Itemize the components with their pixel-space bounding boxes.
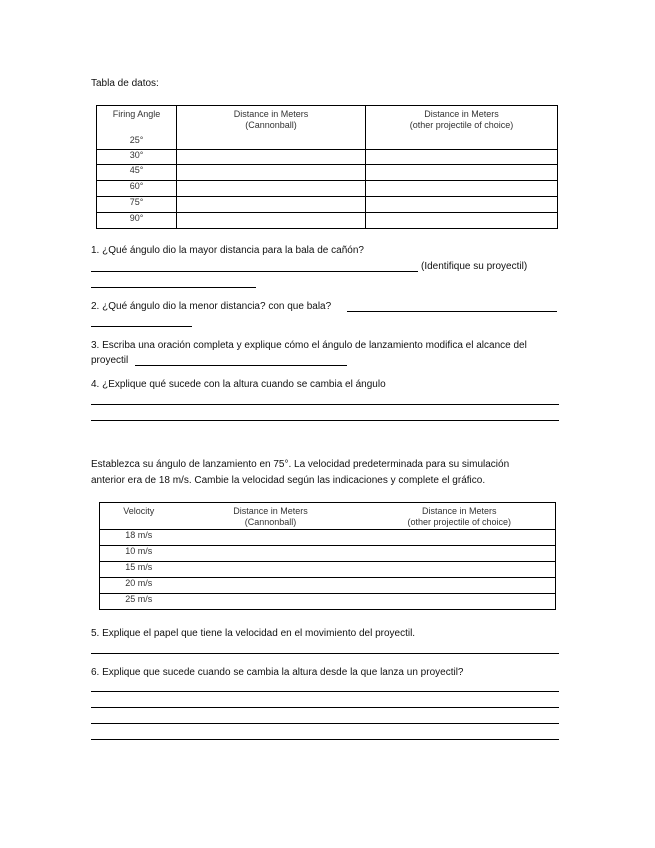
question-3-line1: 3. Escriba una oración completa y explique cómo el ángulo de lanzamiento modifica el alcance del <box>91 340 527 351</box>
table-row <box>100 578 556 594</box>
answer-line-q1a[interactable] <box>91 271 418 272</box>
answer-line-q4b[interactable] <box>91 420 559 421</box>
row-label-90: 90° <box>97 213 177 229</box>
cell-other-45[interactable] <box>366 165 558 181</box>
cell-cannonball-18ms[interactable] <box>178 530 364 546</box>
row-label-30: 30° <box>97 150 177 165</box>
answer-line-q1b[interactable] <box>91 287 256 288</box>
header-distance-other-2 <box>364 503 556 530</box>
row-label-15ms: 15 m/s <box>100 562 178 578</box>
cell-other-20ms[interactable] <box>364 578 556 594</box>
header-col3-line2: (other projectile of choice) <box>409 120 514 130</box>
cell-cannonball-30[interactable] <box>177 150 366 165</box>
question-3-line2: proyectil <box>91 355 129 366</box>
row-label-45: 45° <box>97 165 177 181</box>
answer-line-q2a[interactable] <box>347 311 557 312</box>
question-2: 2. ¿Qué ángulo dio la menor distancia? con que bala? <box>91 301 332 312</box>
header-distance-cannonball-2 <box>178 503 364 530</box>
cell-cannonball-45[interactable] <box>177 165 366 181</box>
firing-angle-table <box>96 105 558 229</box>
row-label-75: 75° <box>97 197 177 213</box>
table-row <box>100 546 556 562</box>
header-velocity-label: Velocity <box>123 506 155 516</box>
table-row <box>97 181 558 197</box>
header-col2-line1: Distance in Meters <box>233 109 309 119</box>
cell-other-10ms[interactable] <box>364 546 556 562</box>
table-row <box>97 197 558 213</box>
header-velocity <box>100 503 178 530</box>
row-label-25ms: 25 m/s <box>100 594 178 610</box>
cell-other-75[interactable] <box>366 197 558 213</box>
answer-line-q4a[interactable] <box>91 404 559 405</box>
header-firing-angle-label: Firing Angle <box>112 109 161 119</box>
header-col2-line2: (Cannonball) <box>245 120 297 130</box>
answer-line-q3[interactable] <box>135 365 347 366</box>
row-label-60: 60° <box>97 181 177 197</box>
answer-line-q5[interactable] <box>91 653 559 654</box>
header2-col2-line1: Distance in Meters <box>233 506 308 516</box>
answer-line-q6d[interactable] <box>91 739 559 740</box>
row-label-20ms: 20 m/s <box>100 578 178 594</box>
page-title: Tabla de datos: <box>91 78 159 89</box>
header-col3-line1: Distance in Meters <box>424 109 499 119</box>
table-row <box>100 530 556 546</box>
cell-other-60[interactable] <box>366 181 558 197</box>
table-row <box>100 594 556 610</box>
cell-other-90[interactable] <box>366 213 558 229</box>
answer-line-q2b[interactable] <box>91 326 192 327</box>
header2-col2-line2: (Cannonball) <box>244 517 297 527</box>
table-header-row <box>97 106 558 150</box>
question-6: 6. Explique que sucede cuando se cambia la altura desde la que lanza un proyectil? <box>91 667 464 678</box>
answer-line-q6a[interactable] <box>91 691 559 692</box>
header-firing-angle <box>97 106 177 150</box>
cell-cannonball-20ms[interactable] <box>178 578 364 594</box>
cell-cannonball-60[interactable] <box>177 181 366 197</box>
question-4: 4. ¿Explique qué sucede con la altura cuando se cambia el ángulo <box>91 379 386 390</box>
cell-cannonball-15ms[interactable] <box>178 562 364 578</box>
row-label-10ms: 10 m/s <box>100 546 178 562</box>
question-5: 5. Explique el papel que tiene la velocidad en el movimiento del proyectil. <box>91 628 416 639</box>
table-row <box>100 562 556 578</box>
instructions-line1: Establezca su ángulo de lanzamiento en 75°. La velocidad predeterminada para su simulación <box>91 459 510 470</box>
instructions-line2: anterior era de 18 m/s. Cambie la velocidad según las indicaciones y complete el gráfico. <box>91 475 486 486</box>
question-1: 1. ¿Qué ángulo dio la mayor distancia para la bala de cañón? <box>91 245 364 256</box>
table-row <box>97 213 558 229</box>
row-label-25: 25° <box>129 135 144 145</box>
table-row <box>97 150 558 165</box>
cell-other-15ms[interactable] <box>364 562 556 578</box>
header2-col3-line1: Distance in Meters <box>421 506 497 516</box>
table-row <box>97 165 558 181</box>
cell-other-25ms[interactable] <box>364 594 556 610</box>
question-1-suffix: (Identifique su proyectil) <box>421 261 528 272</box>
velocity-table <box>99 502 556 610</box>
header-distance-cannonball <box>177 106 366 150</box>
answer-line-q6b[interactable] <box>91 707 559 708</box>
table-header-row <box>100 503 556 530</box>
cell-other-18ms[interactable] <box>364 530 556 546</box>
cell-other-30[interactable] <box>366 150 558 165</box>
header-distance-other <box>366 106 558 150</box>
answer-line-q6c[interactable] <box>91 723 559 724</box>
cell-cannonball-25ms[interactable] <box>178 594 364 610</box>
cell-cannonball-75[interactable] <box>177 197 366 213</box>
cell-cannonball-10ms[interactable] <box>178 546 364 562</box>
row-label-18ms: 18 m/s <box>100 530 178 546</box>
header2-col3-line2: (other projectile of choice) <box>407 517 512 527</box>
cell-cannonball-90[interactable] <box>177 213 366 229</box>
